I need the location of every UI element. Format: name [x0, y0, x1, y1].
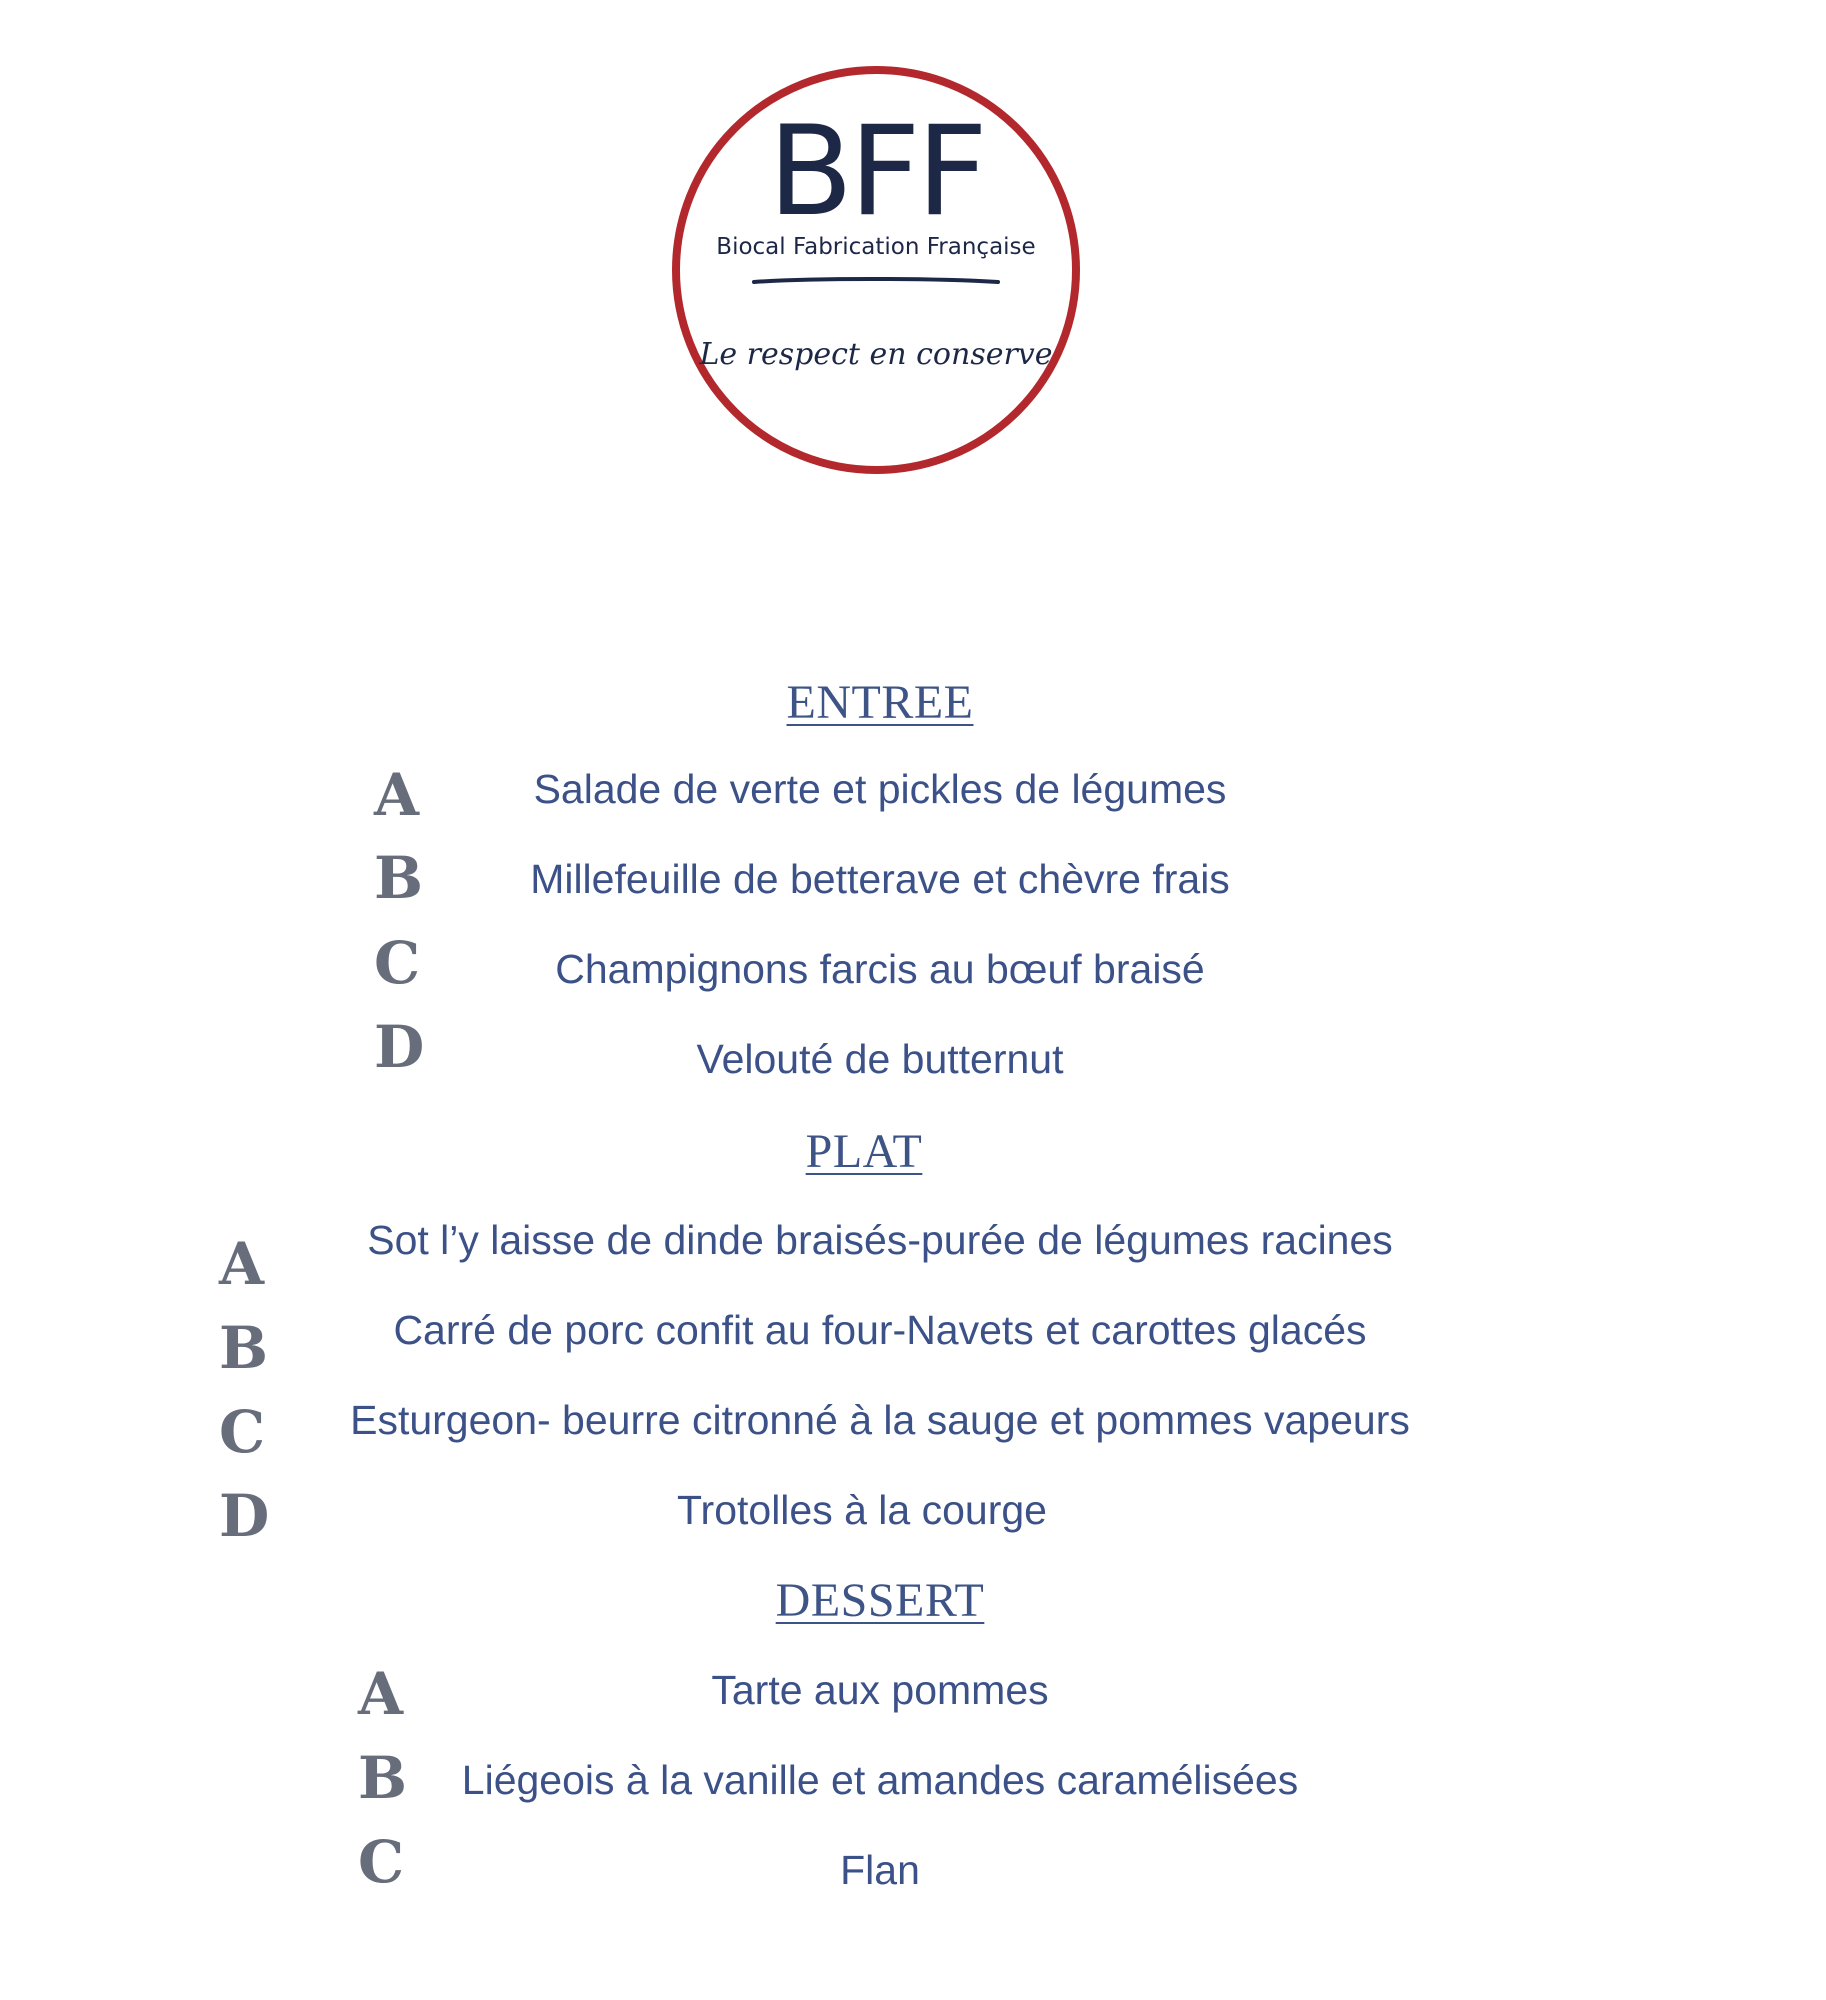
dish-name: Velouté de butternut	[696, 1036, 1064, 1082]
item-letter: A	[358, 1660, 404, 1728]
item-letter: B	[358, 1744, 408, 1812]
logo-tagline: Le respect en conserve	[699, 337, 1053, 372]
dish-name: Sot l’y laisse de dinde braisés-purée de légumes racines	[367, 1217, 1393, 1263]
dish-name: Salade de verte et pickles de légumes	[533, 766, 1227, 812]
logo-monogram: BFF	[768, 100, 984, 244]
item-letter: B	[374, 844, 424, 912]
dish-name: Champignons farcis au bœuf braisé	[555, 946, 1205, 992]
bff-logo	[670, 64, 1082, 476]
dish-name: Carré de porc confit au four-Navets et carottes glacés	[393, 1307, 1367, 1353]
item-letter: D	[374, 1013, 425, 1081]
section-title-entree: ENTREE	[786, 676, 974, 729]
item-letter: A	[219, 1230, 265, 1298]
item-letter: C	[358, 1828, 405, 1896]
item-letter: C	[374, 929, 421, 997]
item-letter: D	[219, 1482, 270, 1550]
section-title-plat: PLAT	[805, 1125, 923, 1178]
item-letter: A	[374, 761, 420, 829]
logo-brush-line	[754, 279, 998, 282]
section-title-dessert: DESSERT	[775, 1574, 985, 1627]
dish-name: Liégeois à la vanille et amandes caramélisées	[461, 1757, 1299, 1803]
dish-name: Tarte aux pommes	[711, 1667, 1049, 1713]
item-letter: B	[219, 1314, 269, 1382]
logo-subtitle: Biocal Fabrication Française	[716, 234, 1036, 260]
dish-name: Esturgeon- beurre citronné à la sauge et pommes vapeurs	[350, 1397, 1410, 1443]
item-letter: C	[219, 1398, 266, 1466]
dish-name: Millefeuille de betterave et chèvre frais	[530, 856, 1230, 902]
dish-name: Trotolles à la courge	[677, 1487, 1047, 1533]
dish-name: Flan	[840, 1847, 920, 1893]
